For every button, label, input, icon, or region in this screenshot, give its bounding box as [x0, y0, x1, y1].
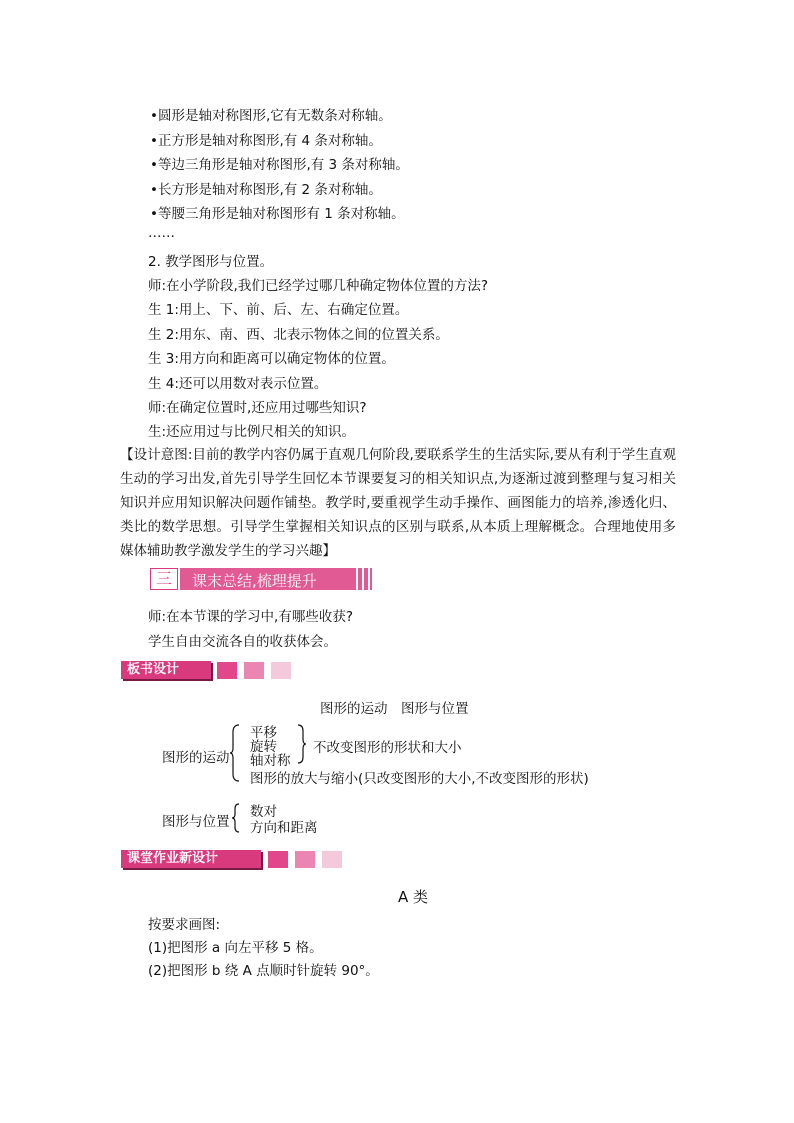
board-design-tag: 板书设计	[121, 661, 211, 679]
section-title: 课末总结,梳理提升	[192, 572, 317, 590]
homework-item-1: (1)把图形 a 向左平移 5 格。	[148, 940, 323, 956]
design-intent-paragraph: 【设计意图:目前的教学内容仍属于直观几何阶段,要联系学生的生活实际,要从有利于学生直观生动的学习出发,首先引导学生回忆本节课要复习的相关知识点,为逐渐过渡到整理与复习相关知识并应用知识解决问题作铺垫。教学时,要重视学生动手操作、画图能力的培养,渗透化归、类比的数学思想。引导学生掌握相关知识点的区别与联系,从本质上理解概念。合理地使用多媒体辅助教学激发学生的学习兴趣】	[120, 447, 676, 559]
board-motion-label: 图形的运动	[162, 750, 230, 766]
section-number: 三	[150, 568, 178, 590]
homework-item-2: (2)把图形 b 绕 A 点顺时针旋转 90°。	[148, 963, 379, 979]
bullet-circle: •圆形是轴对称图形,它有无数条对称轴。	[150, 108, 392, 124]
homework-design-tag: 课堂作业新设计	[121, 850, 261, 868]
motion-item-translation: 平移	[250, 725, 277, 741]
bullet-isosceles-triangle: •等腰三角形是轴对称图形有 1 条对称轴。	[150, 206, 405, 222]
tag-square-1	[217, 662, 237, 679]
motion-note: 不改变图形的形状和大小	[313, 740, 462, 756]
board-heading: 图形的运动 图形与位置	[320, 701, 469, 717]
motion-note-brace	[297, 724, 307, 764]
section-title-band	[180, 568, 372, 590]
section-3-title-bar	[150, 568, 372, 590]
homework-square-3	[322, 851, 342, 868]
position-item-direction-distance: 方向和距离	[250, 820, 318, 836]
scale-line: 图形的放大与缩小(只改变图形的大小,不改变图形的形状)	[250, 771, 589, 787]
bullet-rectangle: •长方形是轴对称图形,有 2 条对称轴。	[150, 182, 382, 198]
motion-item-reflection: 轴对称	[250, 753, 291, 769]
step-heading: 2. 教学图形与位置。	[148, 254, 274, 270]
teacher-question-2: 师:在确定位置时,还应用过哪些知识?	[148, 400, 367, 416]
board-position-label: 图形与位置	[162, 814, 230, 830]
position-brace	[231, 803, 241, 833]
student-answer-1: 生 1:用上、下、前、后、左、右确定位置。	[148, 302, 409, 318]
tag-square-2	[244, 662, 264, 679]
summary-activity: 学生自由交流各自的收获体会。	[148, 634, 337, 650]
homework-category: A 类	[398, 888, 429, 906]
homework-square-2	[295, 851, 315, 868]
student-answer-5: 生:还应用过与比例尺相关的知识。	[148, 424, 356, 440]
student-answer-2: 生 2:用东、南、西、北表示物体之间的位置关系。	[148, 327, 449, 343]
summary-question: 师:在本节课的学习中,有哪些收获?	[148, 609, 354, 625]
student-answer-3: 生 3:用方向和距离可以确定物体的位置。	[148, 351, 395, 367]
teacher-question-1: 师:在小学阶段,我们已经学过哪几种确定物体位置的方法?	[148, 278, 489, 294]
motion-brace	[229, 724, 241, 782]
homework-square-1	[268, 851, 288, 868]
motion-item-rotation: 旋转	[250, 739, 277, 755]
bullet-square: •正方形是轴对称图形,有 4 条对称轴。	[150, 133, 382, 149]
bullet-equilateral-triangle: •等边三角形是轴对称图形,有 3 条对称轴。	[150, 157, 409, 173]
ellipsis: ……	[148, 225, 175, 241]
tag-square-3	[271, 662, 291, 679]
homework-prompt: 按要求画图:	[148, 917, 221, 933]
position-item-number-pair: 数对	[250, 804, 277, 820]
student-answer-4: 生 4:还可以用数对表示位置。	[148, 376, 328, 392]
